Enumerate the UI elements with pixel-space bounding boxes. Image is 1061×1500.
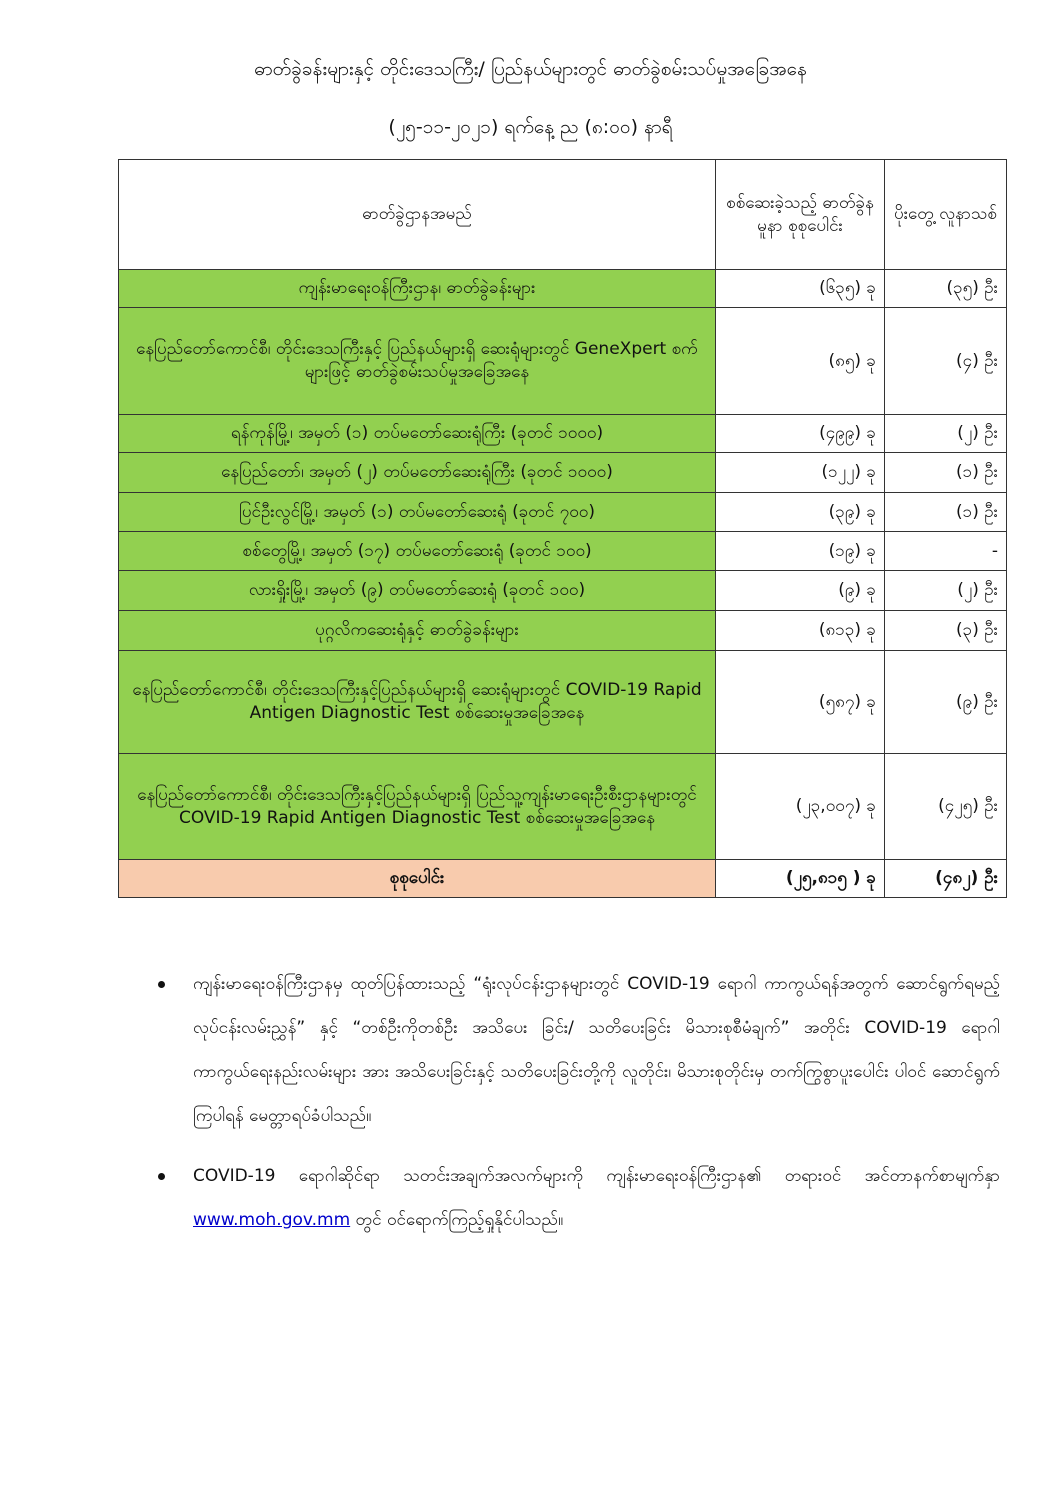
table-row xyxy=(119,611,1007,651)
tested-cell: (၁၉) ခု xyxy=(716,532,885,571)
tested-cell: (၃၉) ခု xyxy=(716,493,885,532)
tested-cell: (၂၃,၀၀၇) ခု xyxy=(716,754,885,860)
lab-name-cell: ကျန်းမာရေးဝန်ကြီးဌာန၊ ဓာတ်ခွဲခန်းများ xyxy=(119,270,716,308)
positive-cell: (၉) ဦး xyxy=(885,651,1007,754)
note-text-before-link: COVID-19 ရောဂါဆိုင်ရာ သတင်းအချက်အလက်များကို ကျန်းမာရေးဝန်ကြီးဌာန၏ တရားဝင် အင်တာနက်စာမျက်နှာ xyxy=(193,1166,1000,1186)
notes-list xyxy=(150,962,1000,1242)
note-text: ကျန်းမာရေးဝန်ကြီးဌာနမှ ထုတ်ပြန်ထားသည့် “ရုံးလုပ်ငန်းဌာနများတွင် COVID-19 ရောဂါ ကာကွယ်ရန်အတွက် ဆောင်ရွက်ရမည့် လုပ်ငန်းလမ်းညွှန်” နှင့် “တစ်ဦးကိုတစ်ဦး အသိပေး ခြင်း/ သတိပေးခြင်း မိသားစုစီမံချက်” အတိုင်း COVID-19 ရောဂါ ကာကွယ်ရေးနည်းလမ်းများ အား အသိပေးခြင်းနှင့် သတိပေးခြင်းတို့ကို လူတိုင်း၊ မိသားစုတိုင်းမှ တက်ကြွစွာပူးပေါင်း ပါဝင် ဆောင်ရွက်ကြပါရန် မေတ္တာရပ်ခံပါသည်။ xyxy=(193,974,1000,1126)
moh-website-link[interactable]: www.moh.gov.mm xyxy=(193,1210,351,1230)
note-item-guidelines xyxy=(150,962,1000,1138)
lab-name-cell: နေပြည်တော်ကောင်စီ၊ တိုင်းဒေသကြီးနှင့် ပြည်နယ်များရှိ ဆေးရုံများတွင် GeneXpert စက်များဖြင့် ဓာတ်ခွဲစမ်းသပ်မှုအခြေအနေ xyxy=(119,308,716,415)
header-lab-name: ဓာတ်ခွဲဌာနအမည် xyxy=(119,160,716,270)
bullet-dot-icon xyxy=(158,1173,165,1180)
lab-testing-table xyxy=(118,159,1007,898)
tested-cell: (၅၈၇) ခု xyxy=(716,651,885,754)
lab-name-cell: ပုဂ္ဂလိကဆေးရုံနှင့် ဓာတ်ခွဲခန်းများ xyxy=(119,611,716,651)
tested-cell: (၈၅) ခု xyxy=(716,308,885,415)
positive-cell: (၁) ဦး xyxy=(885,493,1007,532)
document-title: ဓာတ်ခွဲခန်းများနှင့် တိုင်းဒေသကြီး/ ပြည်နယ်များတွင် ဓာတ်ခွဲစမ်းသပ်မှုအခြေအနေ xyxy=(254,58,807,80)
positive-cell: (၁) ဦး xyxy=(885,453,1007,493)
total-positive-cell: (၄၈၂) ဦး xyxy=(885,860,1007,898)
document-subtitle-date: (၂၅-၁၁-၂၀၂၁) ရက်နေ့ ည (၈:၀၀) နာရီ xyxy=(388,116,673,138)
table-row xyxy=(119,532,1007,571)
tested-cell: (၁၂၂) ခု xyxy=(716,453,885,493)
table-total-row xyxy=(119,860,1007,898)
table-row xyxy=(119,754,1007,860)
note-text-after-link: တွင် ဝင်ရောက်ကြည့်ရှုနိုင်ပါသည်။ xyxy=(350,1210,564,1230)
positive-cell: (၂) ဦး xyxy=(885,415,1007,453)
tested-cell: (၉) ခု xyxy=(716,571,885,611)
table-row xyxy=(119,270,1007,308)
tested-cell: (၆၃၅) ခု xyxy=(716,270,885,308)
table-row xyxy=(119,308,1007,415)
positive-cell: (၄) ဦး xyxy=(885,308,1007,415)
lab-name-cell: စစ်တွေမြို့၊ အမှတ် (၁၇) တပ်မတော်ဆေးရုံ (ခုတင် ၁၀၀) xyxy=(119,532,716,571)
positive-cell: (၄၂၅) ဦး xyxy=(885,754,1007,860)
total-tested-cell: (၂၅,၈၁၅ ) ခု xyxy=(716,860,885,898)
lab-name-cell: နေပြည်တော်၊ အမှတ် (၂) တပ်မတော်ဆေးရုံကြီး (ခုတင် ၁၀၀၀) xyxy=(119,453,716,493)
table-header-row xyxy=(119,160,1007,270)
lab-name-cell: လားရှိုးမြို့၊ အမှတ် (၉) တပ်မတော်ဆေးရုံ (ခုတင် ၁၀၀) xyxy=(119,571,716,611)
total-label-cell: စုစုပေါင်း xyxy=(119,860,716,898)
positive-cell: (၃၅) ဦး xyxy=(885,270,1007,308)
table-row xyxy=(119,571,1007,611)
positive-cell: - xyxy=(885,532,1007,571)
bullet-dot-icon xyxy=(158,981,165,988)
lab-name-cell: နေပြည်တော်ကောင်စီ၊ တိုင်းဒေသကြီးနှင့်ပြည်နယ်များရှိ ဆေးရုံများတွင် COVID-19 Rapid Antigen Diagnostic Test စစ်ဆေးမှုအခြေအနေ xyxy=(119,651,716,754)
table-row xyxy=(119,493,1007,532)
positive-cell: (၃) ဦး xyxy=(885,611,1007,651)
lab-name-cell: ပြင်ဦးလွင်မြို့၊ အမှတ် (၁) တပ်မတော်ဆေးရုံ (ခုတင် ၇၀၀) xyxy=(119,493,716,532)
header-positive: ပိုးတွေ့ လူနာသစ် xyxy=(885,160,1007,270)
tested-cell: (၄၉၉) ခု xyxy=(716,415,885,453)
table-row xyxy=(119,415,1007,453)
table-row xyxy=(119,651,1007,754)
note-item-website xyxy=(150,1154,1000,1242)
positive-cell: (၂) ဦး xyxy=(885,571,1007,611)
lab-name-cell: နေပြည်တော်ကောင်စီ၊ တိုင်းဒေသကြီးနှင့်ပြည်နယ်များရှိ ပြည်သူ့ကျန်းမာရေးဦးစီးဌာနများတွင် COVID-19 Rapid Antigen Diagnostic Test စစ်ဆေးမှုအခြေအနေ xyxy=(119,754,716,860)
table-row xyxy=(119,453,1007,493)
tested-cell: (၈၁၃) ခု xyxy=(716,611,885,651)
lab-name-cell: ရန်ကုန်မြို့၊ အမှတ် (၁) တပ်မတော်ဆေးရုံကြီး (ခုတင် ၁၀၀၀) xyxy=(119,415,716,453)
header-tested: စစ်ဆေးခဲ့သည့် ဓာတ်ခွဲနမူနာ စုစုပေါင်း xyxy=(716,160,885,270)
